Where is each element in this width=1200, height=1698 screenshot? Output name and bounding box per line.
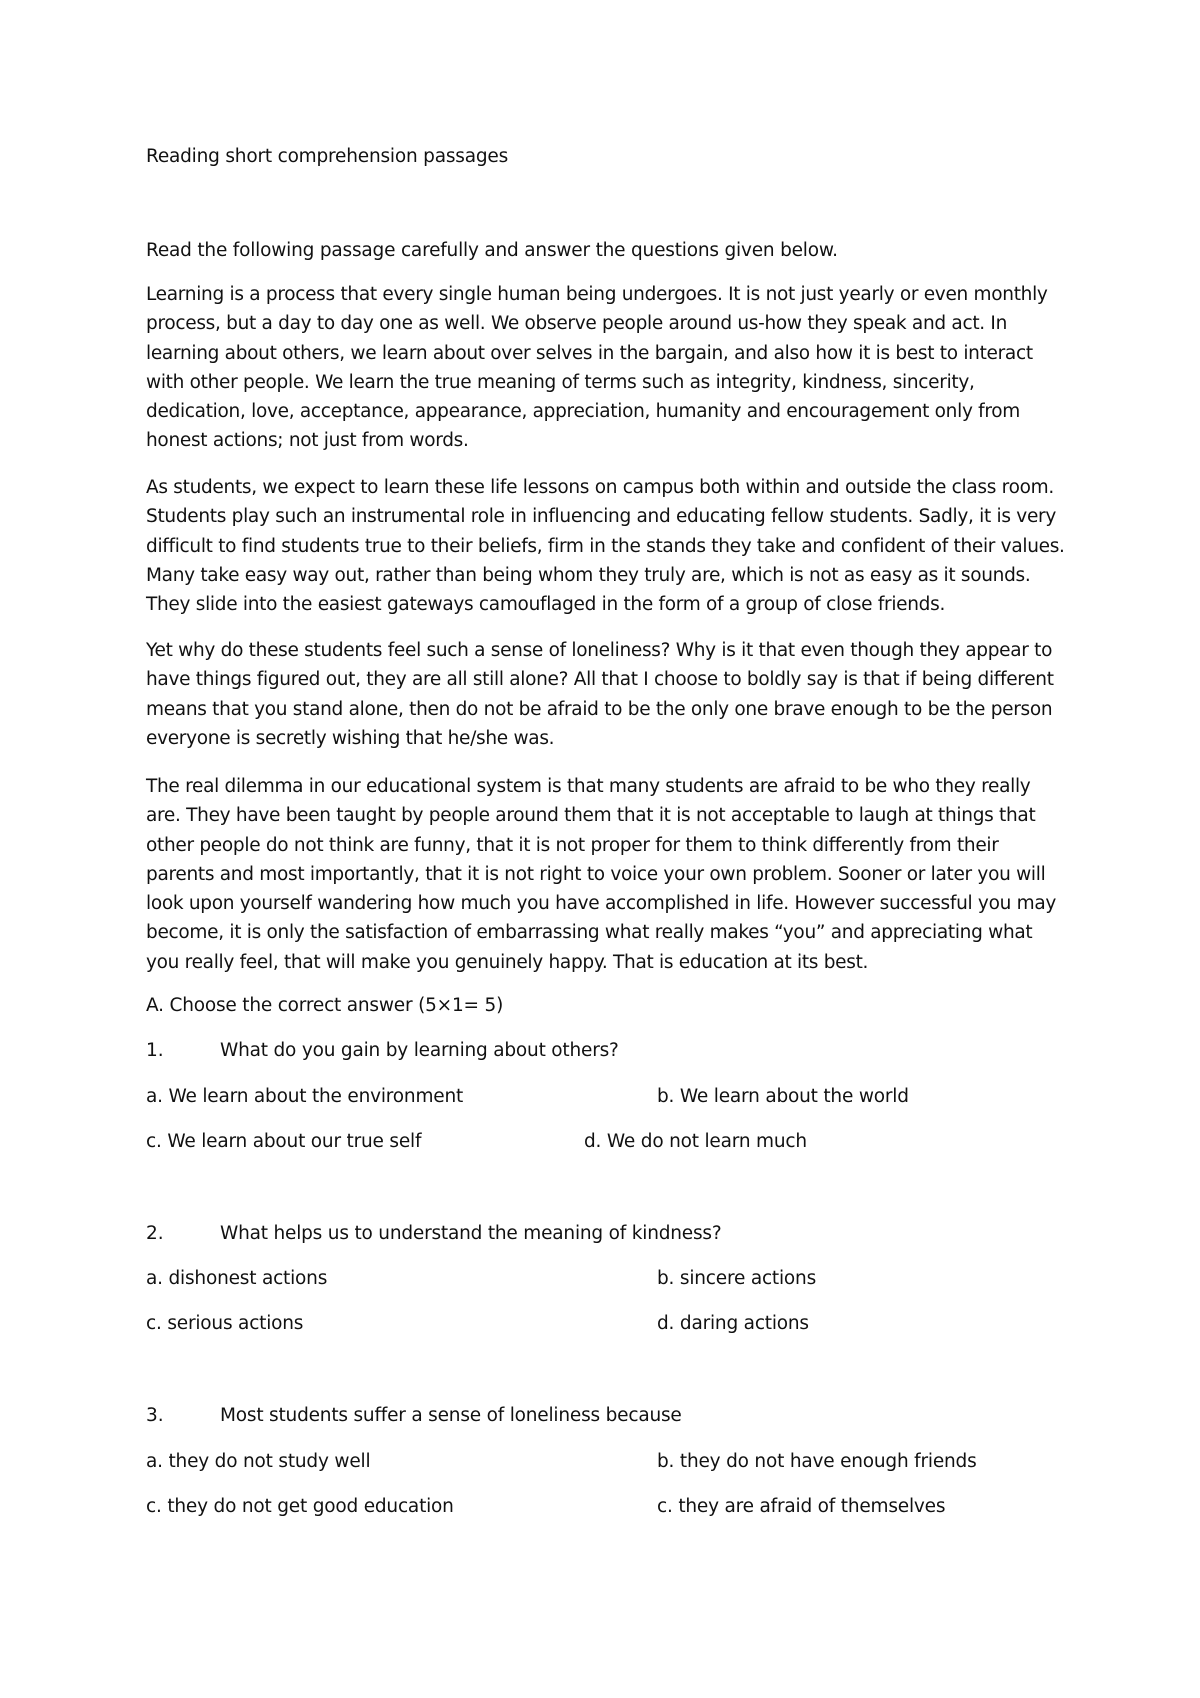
question-1-option-b: b. We learn about the world — [657, 1086, 909, 1107]
question-3-option-c: c. they do not get good education — [146, 1496, 454, 1517]
passage-paragraph-2: As students, we expect to learn these life lessons on campus both within and outside the class room. Students play such an instrumental role in influencing and educating fellow students. Sadly, it is very difficult to find students true to their beliefs, firm in the stands they take and confident of their values. Many take easy way out, rather than being whom they truly are, which is not as easy as it sounds. They slide into the easiest gateways camouflaged in the form of a group of close friends. — [146, 477, 1065, 616]
question-1-text: What do you gain by learning about others? — [220, 1040, 619, 1061]
question-2-option-d: d. daring actions — [657, 1313, 809, 1334]
passage-paragraph-4: The real dilemma in our educational system is that many students are afraid to be who they really are. They have been taught by people around them that it is not acceptable to laugh at things that other people do not think are funny, that it is not proper for them to think differently from their parents and most importantly, that it is not right to voice your own problem. Sooner or later you will look upon yourself wandering how much you have accomplished in life. However successful you may become, it is only the satisfaction of embarrassing what really makes “you” and appreciating what you really feel, that will make you genuinely happy. That is education at its best. — [146, 776, 1057, 973]
instruction-text: Read the following passage carefully and answer the questions given below. — [146, 240, 838, 261]
question-1-option-a: a. We learn about the environment — [146, 1086, 464, 1107]
question-1-number: 1. — [146, 1040, 164, 1061]
question-3-text: Most students suffer a sense of loneliness because — [220, 1405, 682, 1426]
question-2-option-a: a. dishonest actions — [146, 1268, 328, 1289]
question-1-option-d: d. We do not learn much — [584, 1131, 807, 1152]
question-2-number: 2. — [146, 1223, 164, 1244]
question-2-text: What helps us to understand the meaning of kindness? — [220, 1223, 722, 1244]
question-3-option-b: b. they do not have enough friends — [657, 1451, 977, 1472]
passage-paragraph-3: Yet why do these students feel such a sense of loneliness? Why is it that even though they appear to have things figured out, they are all still alone? All that I choose to boldly say is that if being different means that you stand alone, then do not be afraid to be the only one brave enough to be the person everyone is secretly wishing that he/she was. — [146, 640, 1054, 749]
question-3-option-a: a. they do not study well — [146, 1451, 371, 1472]
question-2-option-b: b. sincere actions — [657, 1268, 817, 1289]
section-heading: A. Choose the correct answer (5×1= 5) — [146, 995, 504, 1016]
question-2-option-c: c. serious actions — [146, 1313, 304, 1334]
question-3-number: 3. — [146, 1405, 164, 1426]
question-1-option-c: c. We learn about our true self — [146, 1131, 422, 1152]
passage-paragraph-1: Learning is a process that every single human being undergoes. It is not just yearly or even monthly process, but a day to day one as well. We observe people around us-how they speak and act. In learning about others, we learn about over selves in the bargain, and also how it is best to interact with other people. We learn the true meaning of terms such as integrity, kindness, sincerity, dedication, love, acceptance, appearance, appreciation, humanity and encouragement only from honest actions; not just from words. — [146, 284, 1048, 452]
question-3-option-d: c. they are afraid of themselves — [657, 1496, 946, 1517]
document-title: Reading short comprehension passages — [146, 146, 509, 167]
